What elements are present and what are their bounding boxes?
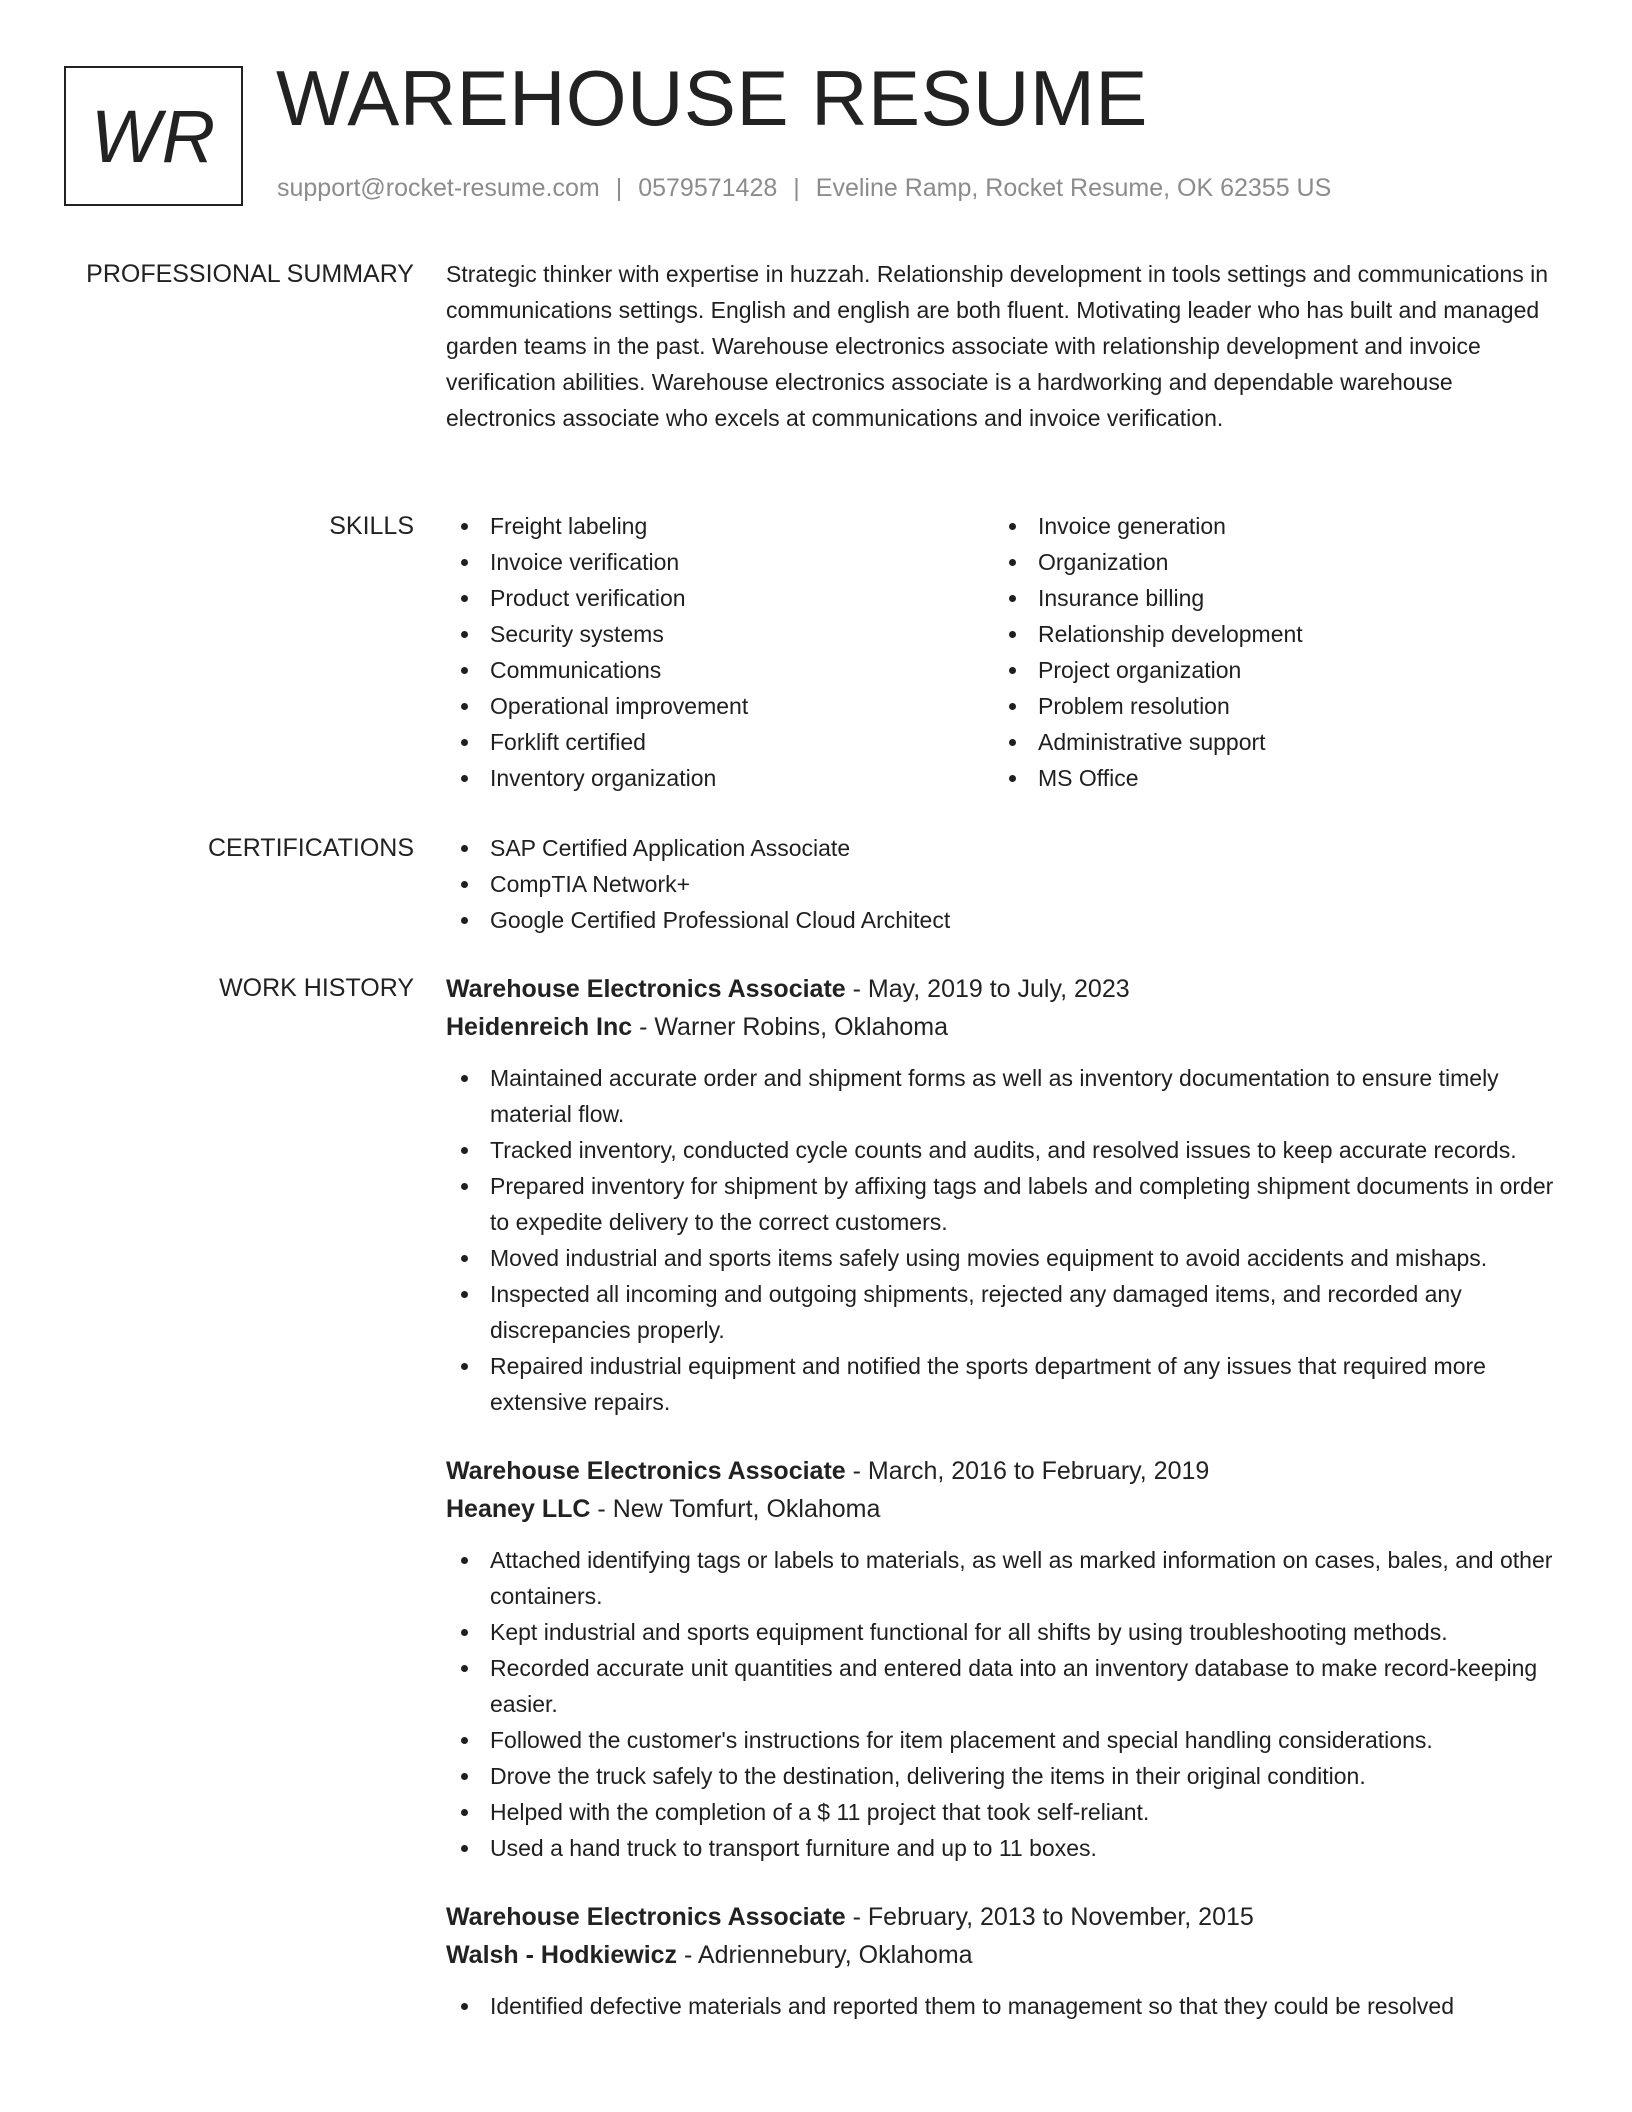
job-dates: - February, 2013 to November, 2015 <box>845 1903 1254 1931</box>
summary-heading: PROFESSIONAL SUMMARY <box>86 260 414 288</box>
job-bullet: Tracked inventory, conducted cycle counts and audits, and resolved issues to keep accurate records. <box>446 1132 1566 1168</box>
job-location: - New Tomfurt, Oklahoma <box>590 1495 881 1523</box>
job-title-line <box>446 1898 1566 1936</box>
job-bullet: Inspected all incoming and outgoing shipments, rejected any damaged items, and recorded any discrepancies properly. <box>446 1276 1566 1348</box>
certifications-body <box>446 830 1566 938</box>
job-location: - Warner Robins, Oklahoma <box>632 1013 949 1041</box>
skill-item: Organization <box>994 544 1542 580</box>
certifications-list <box>446 830 1566 938</box>
job-bullet-list <box>446 1542 1566 1866</box>
job-title: Warehouse Electronics Associate <box>446 975 846 1003</box>
skill-item: Product verification <box>446 580 994 616</box>
certification-item: Google Certified Professional Cloud Architect <box>446 902 1566 938</box>
skills-list-left <box>446 508 994 796</box>
job-bullet: Followed the customer's instructions for item placement and special handling considerations. <box>446 1722 1566 1758</box>
monogram-box <box>64 66 243 206</box>
job-bullet: Prepared inventory for shipment by affixing tags and labels and completing shipment documents in order to expedite delivery to the correct customers. <box>446 1168 1566 1240</box>
skill-item: Security systems <box>446 616 994 652</box>
work-history-heading: WORK HISTORY <box>219 974 414 1002</box>
job-title-line <box>446 1452 1566 1490</box>
summary-body <box>446 256 1566 436</box>
job-entry <box>446 970 1566 1420</box>
skills-heading: SKILLS <box>329 512 414 540</box>
job-bullet: Attached identifying tags or labels to materials, as well as marked information on cases, bales, and other containers. <box>446 1542 1566 1614</box>
job-title-line <box>446 970 1566 1008</box>
job-bullet: Repaired industrial equipment and notified the sports department of any issues that required more extensive repairs. <box>446 1348 1566 1420</box>
contact-separator: | <box>615 174 623 202</box>
work-history-body <box>446 970 1566 2056</box>
certification-item: SAP Certified Application Associate <box>446 830 1566 866</box>
job-bullet: Maintained accurate order and shipment forms as well as inventory documentation to ensure timely material flow. <box>446 1060 1566 1132</box>
job-location: - Adriennebury, Oklahoma <box>677 1941 973 1969</box>
skills-list-right <box>994 508 1542 796</box>
certifications-heading: CERTIFICATIONS <box>207 834 414 862</box>
contact-email[interactable]: support@rocket-resume.com <box>277 174 600 202</box>
job-company-line <box>446 1008 1566 1046</box>
job-company: Heaney LLC <box>446 1495 591 1523</box>
job-title: Warehouse Electronics Associate <box>446 1903 846 1931</box>
job-bullet-list <box>446 1988 1566 2024</box>
job-bullet: Used a hand truck to transport furniture and up to 11 boxes. <box>446 1830 1566 1866</box>
skill-item: Inventory organization <box>446 760 994 796</box>
certification-item: CompTIA Network+ <box>446 866 1566 902</box>
skill-item: Operational improvement <box>446 688 994 724</box>
job-entry <box>446 1898 1566 2024</box>
job-dates: - March, 2016 to February, 2019 <box>845 1457 1210 1485</box>
job-entry <box>446 1452 1566 1866</box>
skill-item: Problem resolution <box>994 688 1542 724</box>
contact-separator: | <box>793 174 800 202</box>
skill-item: Project organization <box>994 652 1542 688</box>
job-company: Walsh - Hodkiewicz <box>446 1941 678 1969</box>
skill-item: Administrative support <box>994 724 1542 760</box>
skill-item: Communications <box>446 652 994 688</box>
summary-text: Strategic thinker with expertise in huzzah. Relationship development in tools settings and communications in communications settings. English and english are both fluent. Motivating leader who has built and managed garden teams in the past. Warehouse electronics associate with relationship development and invoice verification abilities. Warehouse electronics associate is a hardworking and dependable warehouse electronics associate who excels at communications and invoice verification. <box>446 261 1549 431</box>
skill-item: MS Office <box>994 760 1542 796</box>
monogram-initials: WR <box>90 94 217 178</box>
job-dates: - May, 2019 to July, 2023 <box>845 975 1130 1003</box>
job-bullet: Identified defective materials and reported them to management so that they could be resolved <box>446 1988 1566 2024</box>
job-bullet: Drove the truck safely to the destination, delivering the items in their original condition. <box>446 1758 1566 1794</box>
job-company-line <box>446 1936 1566 1974</box>
skill-item: Invoice verification <box>446 544 994 580</box>
contact-address: Eveline Ramp, Rocket Resume, OK 62355 US <box>815 174 1332 202</box>
skill-item: Relationship development <box>994 616 1542 652</box>
job-bullet: Recorded accurate unit quantities and entered data into an inventory database to make record-keeping easier. <box>446 1650 1566 1722</box>
job-bullet: Helped with the completion of a $ 11 project that took self-reliant. <box>446 1794 1566 1830</box>
skill-item: Insurance billing <box>994 580 1542 616</box>
resume-title: WAREHOUSE RESUME <box>276 54 1148 142</box>
job-company: Heidenreich Inc <box>446 1013 633 1041</box>
skills-body <box>446 508 1566 796</box>
job-bullet-list <box>446 1060 1566 1420</box>
skill-item: Invoice generation <box>994 508 1542 544</box>
job-company-line <box>446 1490 1566 1528</box>
job-bullet: Kept industrial and sports equipment functional for all shifts by using troubleshooting methods. <box>446 1614 1566 1650</box>
skill-item: Freight labeling <box>446 508 994 544</box>
job-title: Warehouse Electronics Associate <box>446 1457 846 1485</box>
job-bullet: Moved industrial and sports items safely using movies equipment to avoid accidents and mishaps. <box>446 1240 1566 1276</box>
contact-line <box>277 174 1331 203</box>
contact-phone[interactable]: 0579571428 <box>638 174 778 202</box>
skill-item: Forklift certified <box>446 724 994 760</box>
